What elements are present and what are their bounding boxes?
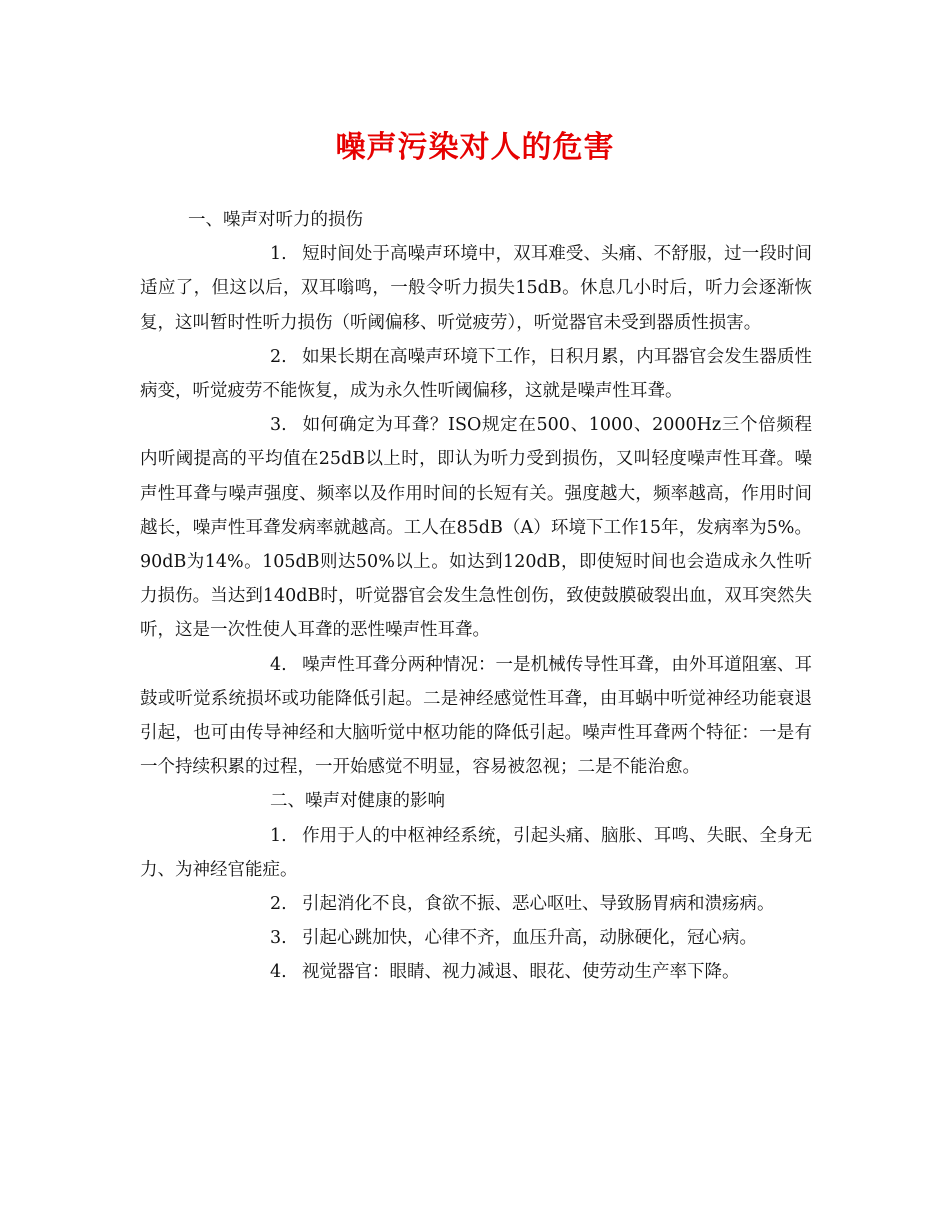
item-text: 作用于人的中枢神经系统，引起头痛、脑胀、耳鸣、失眠、全身无力、为神经官能症。 (140, 825, 812, 880)
item-text: 如果长期在高噪声环境下工作，日积月累，内耳器官会发生器质性病变，听觉疲劳不能恢复，成为永久性听阈偏移，这就是噪声性耳聋。 (140, 346, 812, 402)
list-item (140, 921, 812, 955)
document-title: 噪声污染对人的危害 (335, 130, 615, 165)
section-heading: 一、噪声对听力的损伤 (188, 210, 363, 230)
item-number: 2. (270, 346, 287, 367)
list-item (140, 887, 812, 921)
item-text: 引起消化不良，食欲不振、恶心呕吐、导致肠胃病和溃疡病。 (302, 894, 775, 915)
document-body (140, 203, 812, 990)
item-number: 1. (270, 825, 287, 846)
item-number: 2. (270, 894, 287, 915)
item-text: 短时间处于高噪声环境中，双耳难受、头痛、不舒服，过一段时间适应了，但这以后，双耳嗡鸣，一般令听力损失15dB。休息几小时后，听力会逐渐恢复，这叫暂时性听力损伤（听阈偏移、听觉疲劳），听觉器官未受到器质性损害。 (140, 244, 812, 333)
list-item (140, 237, 812, 340)
item-number: 3. (270, 415, 287, 436)
item-number: 3. (270, 928, 287, 949)
item-number: 4. (270, 962, 287, 983)
item-text: 引起心跳加快，心律不齐，血压升高，动脉硬化，冠心病。 (302, 928, 757, 949)
list-item (140, 408, 812, 647)
item-text: 噪声性耳聋分两种情况：一是机械传导性耳聋，由外耳道阻塞、耳鼓或听觉系统损坏或功能降低引起。二是神经感觉性耳聋，由耳蜗中听觉神经功能衰退引起，也可由传导神经和大脑听觉中枢功能的降低引起。噪声性耳聋两个特征：一是有一个持续积累的过程，一开始感觉不明显，容易被忽视；二是不能治愈。 (140, 654, 812, 778)
item-number: 1. (270, 244, 287, 265)
list-item (140, 819, 812, 887)
list-item (140, 955, 812, 989)
list-item (140, 340, 812, 408)
list-item (140, 648, 812, 785)
item-text: 如何确定为耳聋？ISO规定在500、1000、2000Hz三个倍频程内听阈提高的平均值在25dB以上时，即认为听力受到损伤，又叫轻度噪声性耳聋。噪声性耳聋与噪声强度、频率以及作用时间的长短有关。强度越大，频率越高，作用时间越长，噪声性耳聋发病率就越高。工人在85dB（A）环境下工作15年，发病率为5%。90dB为14%。105dB则达50%以上。如达到120dB，即使短时间也会造成永久性听力损伤。当达到140dB时，听觉器官会发生急性创伤，致使鼓膜破裂出血，双耳突然失听，这是一次性使人耳聋的恶性噪声性耳聋。 (140, 415, 812, 641)
section-health-effects (140, 784, 812, 989)
item-number: 4. (270, 654, 287, 675)
item-text: 视觉器官：眼睛、视力减退、眼花、使劳动生产率下降。 (302, 962, 740, 983)
section-heading: 二、噪声对健康的影响 (270, 791, 445, 812)
section-hearing-damage (140, 203, 812, 784)
